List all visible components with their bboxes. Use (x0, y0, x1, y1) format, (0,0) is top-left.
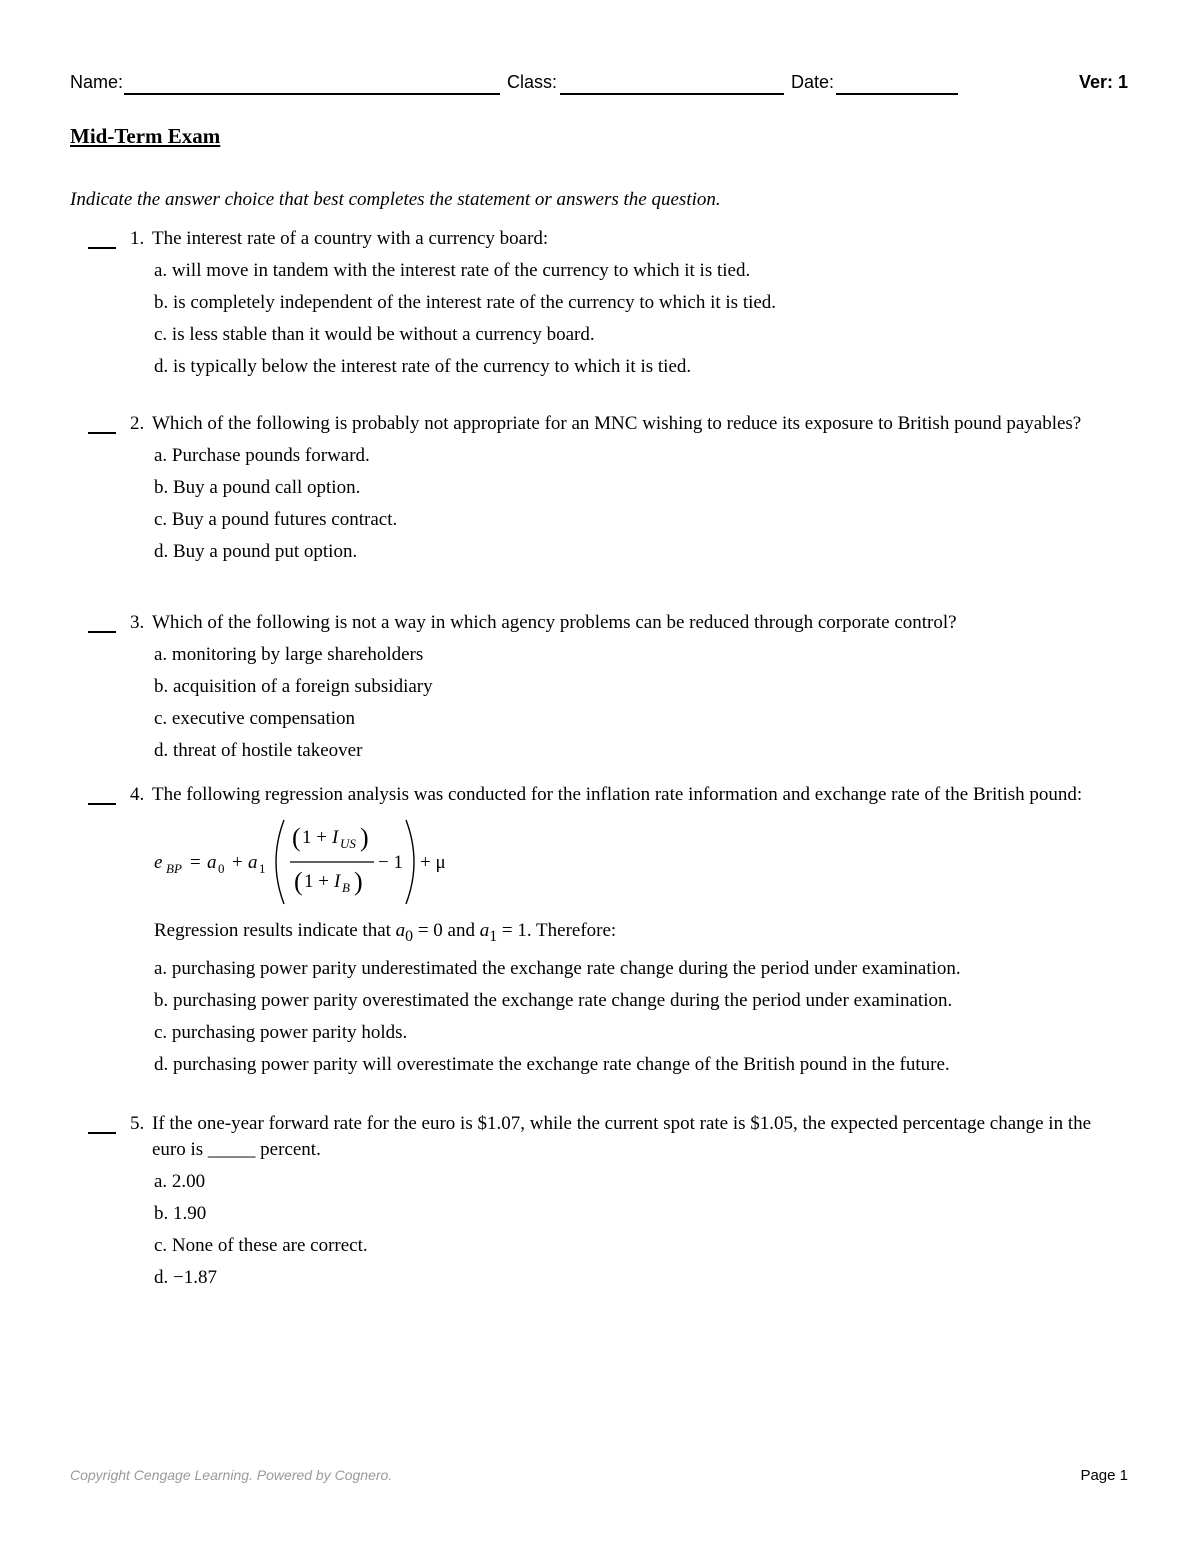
copyright-footer: Copyright Cengage Learning. Powered by Cognero. (70, 1467, 393, 1483)
option-c: c. None of these are correct. (154, 1235, 368, 1256)
option-a: a. purchasing power parity underestimated the exchange rate change during the period under examination. (154, 957, 961, 979)
option-a: a. 2.00 (154, 1171, 206, 1192)
option-d: d. Buy a pound put option. (154, 541, 358, 562)
option-b: b. is completely independent of the interest rate of the currency to which it is tied. (154, 292, 777, 313)
formula-a0: a (207, 852, 217, 873)
date-label: Date: (791, 72, 835, 92)
formula-plus: + (232, 852, 243, 873)
date-field[interactable] (836, 93, 958, 95)
regression-result: Regression results indicate that $a_0 = 0$ and $a_1 = 1$. Therefore: (154, 920, 617, 945)
option-c: c. Buy a pound futures contract. (154, 509, 398, 530)
answer-blank[interactable] (88, 415, 116, 434)
option-a: a. will move in tandem with the interest rate of the currency to which it is tied. (154, 260, 751, 281)
question-number: 4. (130, 784, 145, 805)
page-title: Mid-Term Exam (70, 124, 221, 148)
answer-blank[interactable] (88, 786, 116, 805)
name-field[interactable] (124, 93, 500, 95)
question-number: 2. (130, 413, 145, 434)
question-3 (88, 610, 1128, 764)
question-stem: If the one-year forward rate for the euro is $1.07, while the current spot rate is $1.05, the expected percentage change in the euro is _____ percent. (152, 1113, 1092, 1160)
formula-e: e (154, 852, 163, 873)
option-b: b. purchasing power parity overestimated the exchange rate change during the period under examination. (154, 989, 953, 1011)
formula-plus-mu: + μ (420, 852, 446, 873)
class-label: Class: (507, 72, 558, 92)
num-one: 1 + (302, 827, 327, 848)
question-5 (88, 1111, 1128, 1291)
num-close: ) (360, 823, 369, 852)
formula-a1-sub: 1 (259, 861, 266, 876)
class-field[interactable] (560, 93, 784, 95)
answer-blank[interactable] (88, 1115, 116, 1134)
name-label: Name: (70, 72, 124, 92)
big-paren-left (276, 820, 284, 904)
option-b: b. Buy a pound call option. (154, 477, 361, 498)
option-d: d. is typically below the interest rate of the currency to which it is tied. (154, 356, 692, 377)
answer-blank[interactable] (88, 230, 116, 249)
regression-formula (152, 816, 1128, 908)
question-stem: The following regression analysis was conducted for the inflation rate information and exchange rate of the British pound: (152, 784, 1083, 805)
version-label: Ver: 1 (1078, 72, 1128, 92)
den-close: ) (354, 867, 363, 896)
num-sub: US (340, 836, 356, 851)
question-number: 1. (130, 228, 145, 249)
big-paren-right (406, 820, 414, 904)
option-d: d. −1.87 (154, 1267, 217, 1288)
formula-eq: = (190, 852, 201, 873)
den-sub: B (342, 880, 350, 895)
option-b: b. acquisition of a foreign subsidiary (154, 676, 433, 697)
question-2 (88, 411, 1128, 565)
question-4 (88, 782, 1128, 1078)
option-d: d. threat of hostile takeover (154, 740, 363, 761)
question-1 (88, 226, 1128, 380)
option-a: a. Purchase pounds forward. (154, 445, 370, 466)
formula-a0-sub: 0 (218, 861, 225, 876)
page-number: Page 1 (1080, 1467, 1128, 1484)
formula-minus-one: − 1 (378, 852, 403, 873)
den-one: 1 + (304, 871, 329, 892)
option-c: c. executive compensation (154, 708, 356, 729)
formula-e-sub: BP (166, 861, 182, 876)
answer-blank[interactable] (88, 614, 116, 633)
option-a: a. monitoring by large shareholders (154, 644, 424, 665)
num-I: I (332, 827, 339, 848)
option-c: c. purchasing power parity holds. (154, 1021, 408, 1043)
instructions: Indicate the answer choice that best completes the statement or answers the question. (70, 189, 721, 210)
question-number: 3. (130, 612, 145, 633)
question-stem: Which of the following is probably not appropriate for an MNC wishing to reduce its exposure to British pound payables? (152, 413, 1082, 434)
option-d: d. purchasing power parity will overestimate the exchange rate change of the British pound in the future. (154, 1053, 950, 1075)
option-c: c. is less stable than it would be without a currency board. (154, 324, 595, 345)
question-stem: The interest rate of a country with a currency board: (152, 228, 549, 249)
den-I: I (334, 871, 341, 892)
den-open: ( (294, 867, 303, 896)
question-stem: Which of the following is not a way in which agency problems can be reduced through corporate control? (152, 612, 957, 633)
num-open: ( (292, 823, 301, 852)
question-number: 5. (130, 1113, 145, 1134)
formula-a1: a (248, 852, 258, 873)
option-b: b. 1.90 (154, 1203, 207, 1224)
